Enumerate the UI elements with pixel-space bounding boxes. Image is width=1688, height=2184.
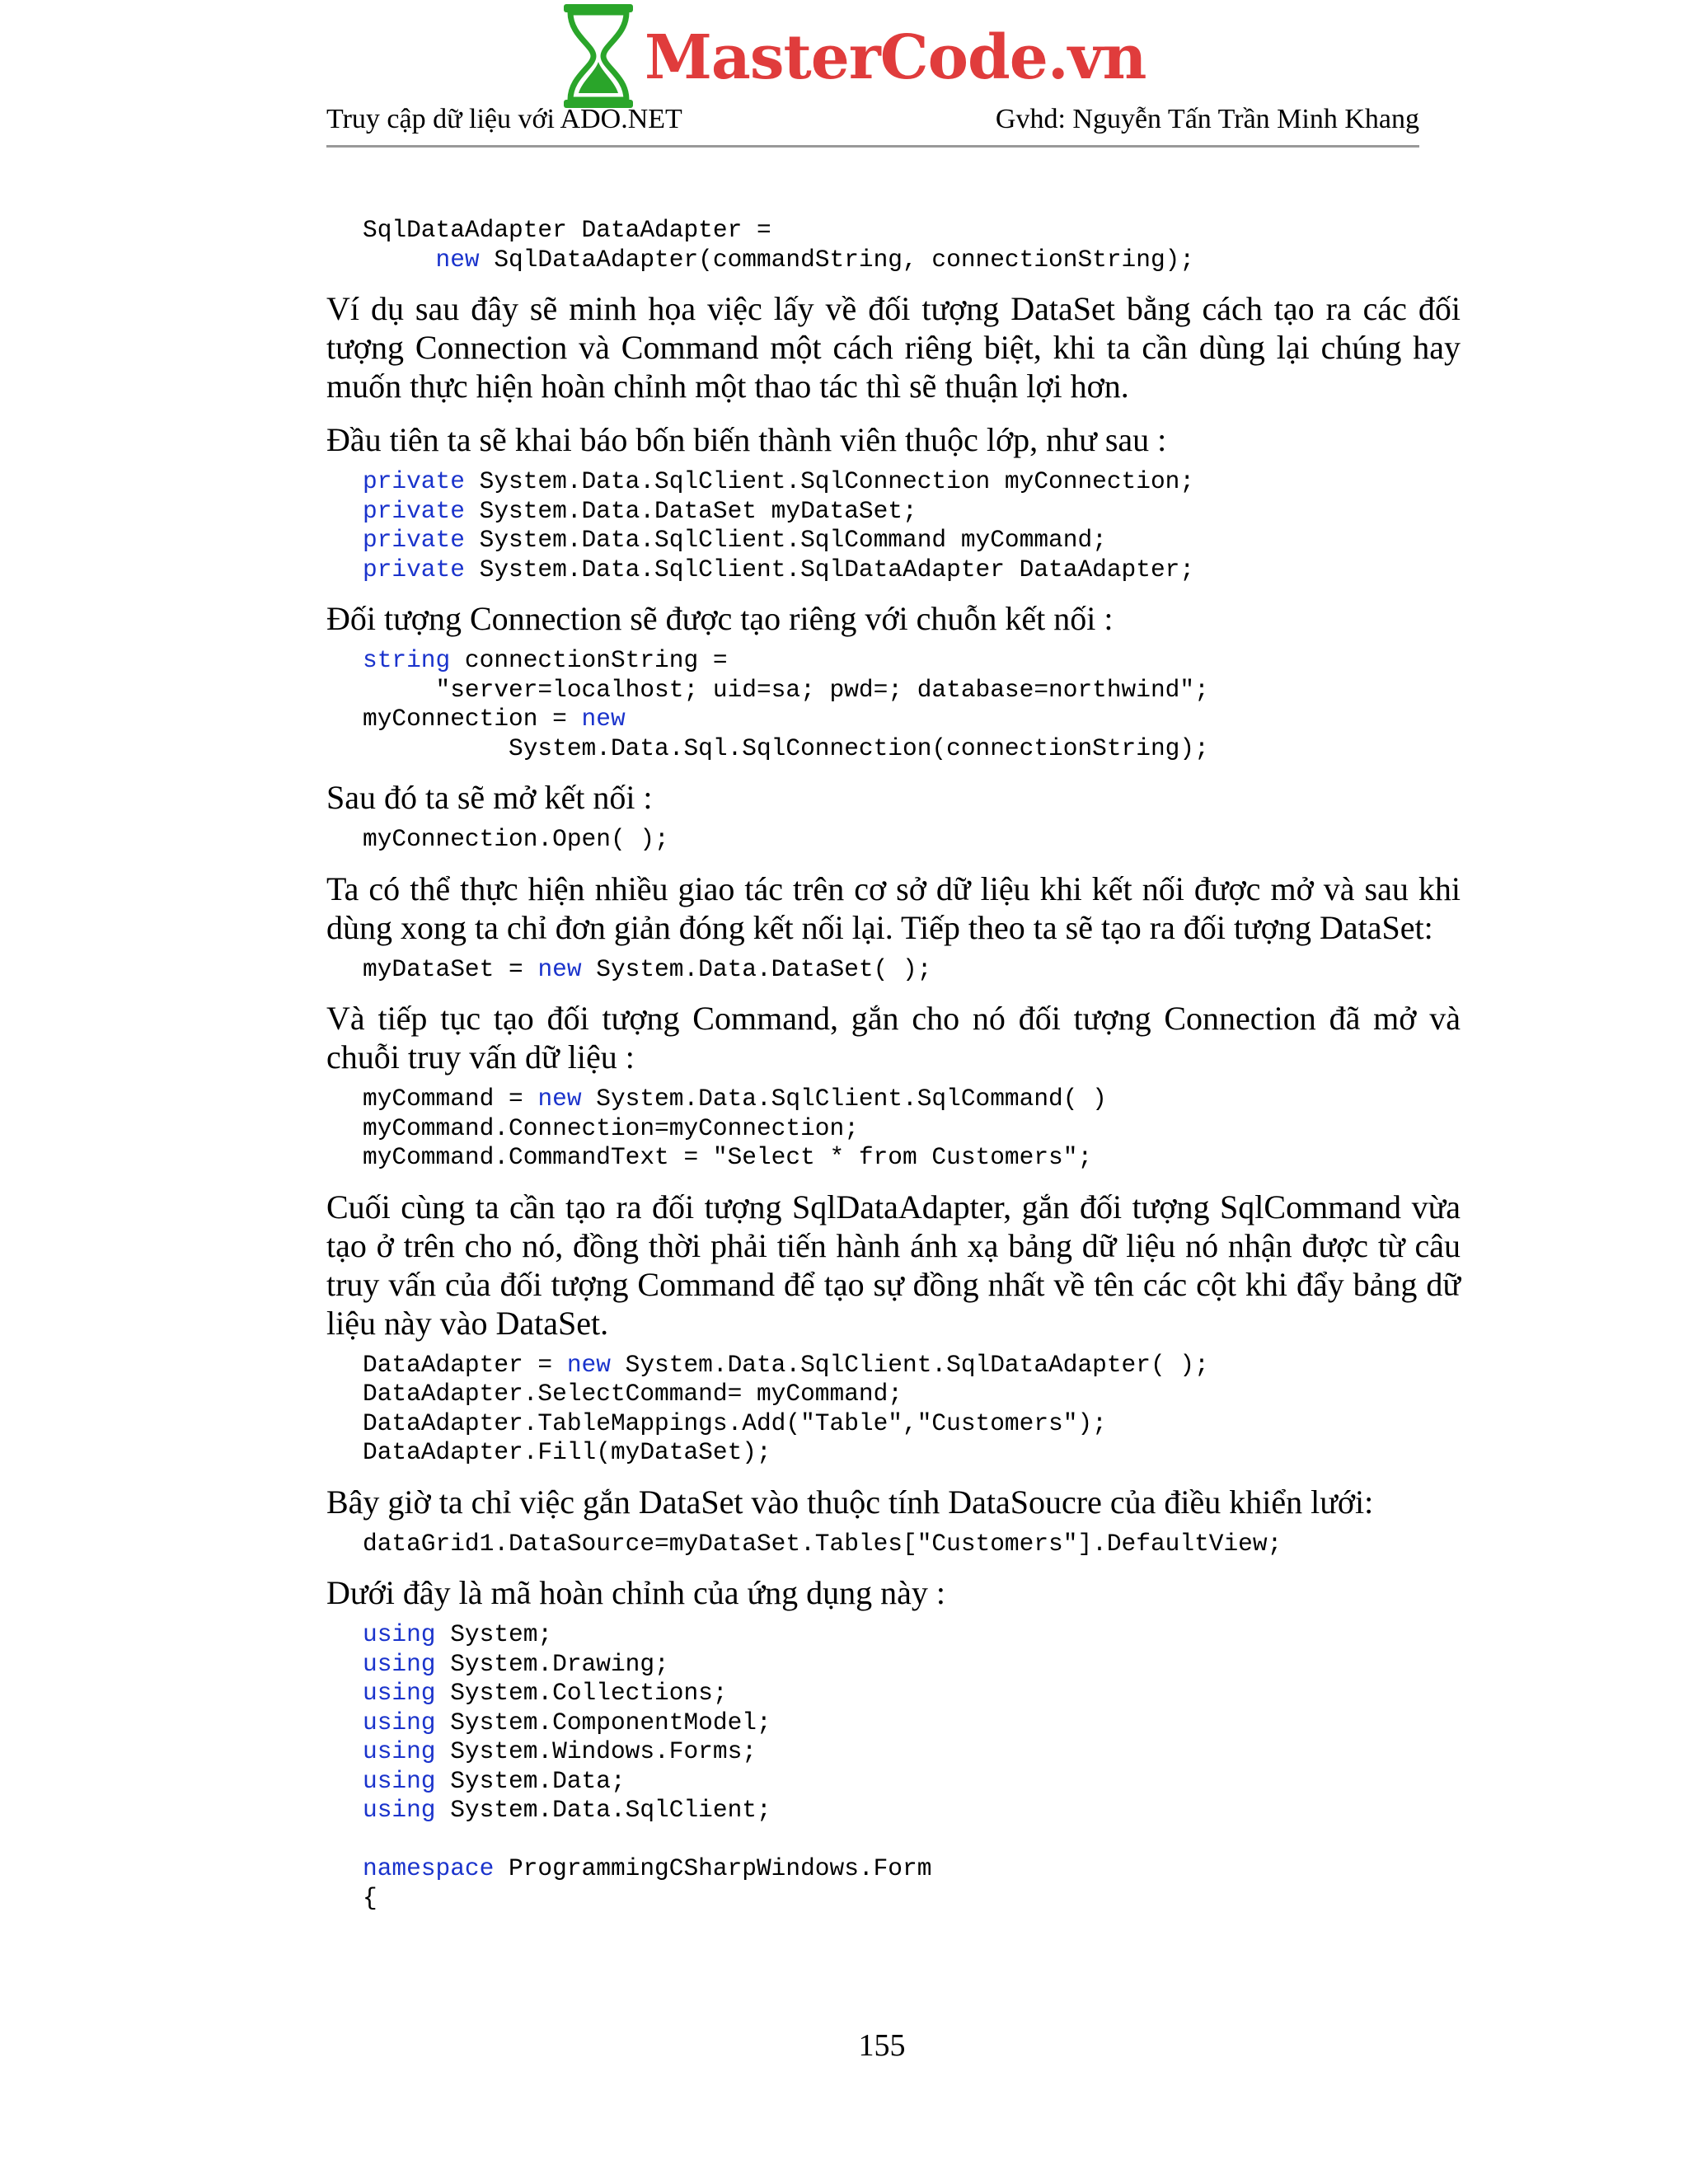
- hourglass-icon: [557, 2, 640, 110]
- code-line: [363, 555, 1461, 585]
- code-keyword: private: [363, 467, 465, 495]
- code-line: [363, 646, 1461, 676]
- code-keyword: using: [363, 1679, 436, 1707]
- code-text: myDataSet =: [363, 954, 538, 983]
- code-keyword: new: [435, 245, 480, 274]
- code-line: [363, 1825, 1461, 1855]
- code-line: [363, 1530, 1461, 1559]
- code-keyword: using: [363, 1649, 436, 1678]
- code-line: [363, 246, 1461, 275]
- code-text: myCommand.Connection=myConnection;: [363, 1113, 859, 1142]
- code-text: System.Windows.Forms;: [435, 1737, 757, 1765]
- code-keyword: using: [363, 1620, 436, 1648]
- code-block: [326, 216, 1461, 274]
- spacer: [326, 1468, 1461, 1483]
- spacer: [326, 405, 1461, 420]
- spacer: [326, 984, 1461, 999]
- code-text: System.Data.SqlClient.SqlConnection myConnection;: [464, 467, 1195, 495]
- code-text: System.Data.SqlClient.SqlDataAdapter( );: [610, 1350, 1209, 1379]
- code-text: System.Data.SqlClient.SqlCommand( ): [581, 1085, 1107, 1113]
- code-text: System.Collections;: [435, 1679, 728, 1707]
- spacer: [326, 1343, 1461, 1351]
- code-keyword: using: [363, 1737, 436, 1765]
- code-block: [326, 1530, 1461, 1559]
- code-line: [363, 1085, 1461, 1114]
- code-line: [363, 497, 1461, 527]
- code-text: dataGrid1.DataSource=myDataSet.Tables["Customers"].DefaultView;: [363, 1529, 1282, 1558]
- code-text: System.Data.SqlClient;: [435, 1796, 771, 1824]
- code-text: myCommand.CommandText = "Select * from Customers";: [363, 1143, 1093, 1171]
- spacer: [326, 1612, 1461, 1620]
- code-text: connectionString =: [450, 646, 728, 674]
- body-paragraph: Dưới đây là mã hoàn chỉnh của ứng dụng này :: [326, 1574, 945, 1611]
- code-text: SqlDataAdapter(commandString, connectionString);: [479, 245, 1195, 274]
- code-keyword: using: [363, 1766, 436, 1795]
- code-text: myConnection =: [363, 705, 582, 733]
- spacer: [326, 1173, 1461, 1188]
- code-line: [363, 1620, 1461, 1650]
- code-line: [363, 1679, 1461, 1708]
- body-paragraph: Đối tượng Connection sẽ được tạo riêng với chuỗn kết nối :: [326, 600, 1114, 637]
- page-content: [326, 216, 1461, 1913]
- code-keyword: private: [363, 526, 465, 554]
- spacer: [326, 1521, 1461, 1530]
- code-text: System.Data.SqlClient.SqlDataAdapter DataAdapter;: [464, 555, 1195, 583]
- code-line: [363, 467, 1461, 497]
- page-header: [326, 104, 1419, 148]
- body-paragraph: Ví dụ sau đây sẽ minh họa việc lấy về đối tượng DataSet bằng cách tạo ra các đối tượng Connection và Command một cách riêng biệt, khi ta cần dùng lại chúng hay muốn thực hiện hoàn chỉnh một thao tác thì sẽ thuận lợi hơn.: [326, 290, 1461, 405]
- spacer: [326, 817, 1461, 825]
- code-block: [326, 467, 1461, 584]
- code-line: [363, 1737, 1461, 1767]
- code-line: [363, 676, 1461, 705]
- code-line: [363, 1114, 1461, 1144]
- code-text: [363, 246, 436, 274]
- code-block: [326, 1620, 1461, 1913]
- code-block: [326, 825, 1461, 855]
- code-text: myConnection.Open( );: [363, 825, 669, 853]
- code-text: DataAdapter.SelectCommand= myCommand;: [363, 1380, 903, 1408]
- spacer: [326, 1076, 1461, 1085]
- code-block: [326, 1085, 1461, 1173]
- code-line: [363, 1854, 1461, 1884]
- code-text: System.Drawing;: [435, 1649, 669, 1678]
- header-title: Truy cập dữ liệu với ADO.NET: [326, 104, 682, 134]
- code-keyword: private: [363, 496, 465, 525]
- spacer: [326, 638, 1461, 646]
- spacer: [326, 274, 1461, 289]
- code-keyword: namespace: [363, 1854, 495, 1882]
- code-text: System.Data.DataSet( );: [581, 954, 932, 983]
- code-keyword: using: [363, 1708, 436, 1736]
- body-paragraph: Cuối cùng ta cần tạo ra đối tượng SqlDataAdapter, gắn đối tượng SqlCommand vừa tạo ở trên cho nó, đồng thời phải tiến hành ánh xạ bảng dữ liệu nó nhận được từ câu truy vấn của đối tượng Command để tạo sự đồng nhất về tên các cột khi đẩy bảng dữ liệu này vào DataSet.: [326, 1188, 1461, 1342]
- code-text: SqlDataAdapter DataAdapter =: [363, 216, 771, 244]
- code-text: DataAdapter.Fill(myDataSet);: [363, 1438, 771, 1466]
- header-author: Gvhd: Nguyễn Tấn Trần Minh Khang: [995, 104, 1419, 134]
- body-paragraph: Sau đó ta sẽ mở kết nối :: [326, 779, 653, 816]
- code-keyword: private: [363, 555, 465, 583]
- code-line: [363, 1650, 1461, 1680]
- code-line: [363, 216, 1461, 246]
- code-line: [363, 955, 1461, 985]
- code-text: ProgrammingCSharpWindows.Form: [494, 1854, 932, 1882]
- code-keyword: string: [363, 646, 451, 674]
- spacer: [326, 947, 1461, 955]
- code-line: [363, 1351, 1461, 1380]
- code-text: DataAdapter.TableMappings.Add("Table","Customers");: [363, 1408, 1107, 1437]
- code-text: {: [363, 1883, 377, 1912]
- spacer: [326, 584, 1461, 599]
- spacer: [326, 855, 1461, 869]
- code-line: [363, 1708, 1461, 1738]
- spacer: [326, 1558, 1461, 1573]
- page-number: 155: [858, 2028, 906, 2063]
- logo-text: MasterCode.vn: [645, 21, 1146, 93]
- code-line: [363, 1409, 1461, 1439]
- code-block: [326, 646, 1461, 763]
- code-line: [363, 705, 1461, 734]
- code-line: [363, 1438, 1461, 1468]
- code-text: "server=localhost; uid=sa; pwd=; database=northwind";: [363, 675, 1209, 704]
- body-paragraph: Đầu tiên ta sẽ khai báo bốn biến thành viên thuộc lớp, như sau :: [326, 421, 1167, 458]
- code-text: System.Data.SqlClient.SqlCommand myCommand;: [464, 526, 1107, 554]
- code-block: [326, 955, 1461, 985]
- code-text: myCommand =: [363, 1085, 538, 1113]
- code-line: [363, 526, 1461, 555]
- code-line: [363, 734, 1461, 764]
- body-paragraph: Và tiếp tục tạo đối tượng Command, gắn cho nó đối tượng Connection đã mở và chuỗi truy vấn dữ liệu :: [326, 1000, 1461, 1076]
- code-text: System.Data.DataSet myDataSet;: [464, 496, 917, 525]
- code-text: System.ComponentModel;: [435, 1708, 771, 1736]
- code-line: [363, 1380, 1461, 1409]
- code-text: System.Data.Sql.SqlConnection(connectionString);: [363, 733, 1209, 762]
- code-line: [363, 1796, 1461, 1825]
- code-keyword: new: [566, 1350, 611, 1379]
- code-keyword: new: [581, 705, 626, 733]
- code-line: [363, 825, 1461, 855]
- code-text: System.Data;: [435, 1766, 626, 1795]
- code-keyword: new: [537, 954, 582, 983]
- code-text: System;: [435, 1620, 553, 1648]
- code-line: [363, 1767, 1461, 1797]
- code-block: [326, 1351, 1461, 1468]
- code-text: DataAdapter =: [363, 1350, 567, 1379]
- spacer: [326, 763, 1461, 778]
- body-paragraph: Bây giờ ta chỉ việc gắn DataSet vào thuộc tính DataSoucre của điều khiển lưới:: [326, 1483, 1374, 1521]
- code-line: [363, 1143, 1461, 1173]
- site-logo: [557, 0, 1146, 111]
- code-keyword: using: [363, 1796, 436, 1824]
- spacer: [326, 459, 1461, 467]
- code-keyword: new: [537, 1085, 582, 1113]
- code-line: [363, 1884, 1461, 1914]
- body-paragraph: Ta có thể thực hiện nhiều giao tác trên cơ sở dữ liệu khi kết nối được mở và sau khi dùng xong ta chỉ đơn giản đóng kết nối lại. Tiếp theo ta sẽ tạo ra đối tượng DataSet:: [326, 869, 1461, 946]
